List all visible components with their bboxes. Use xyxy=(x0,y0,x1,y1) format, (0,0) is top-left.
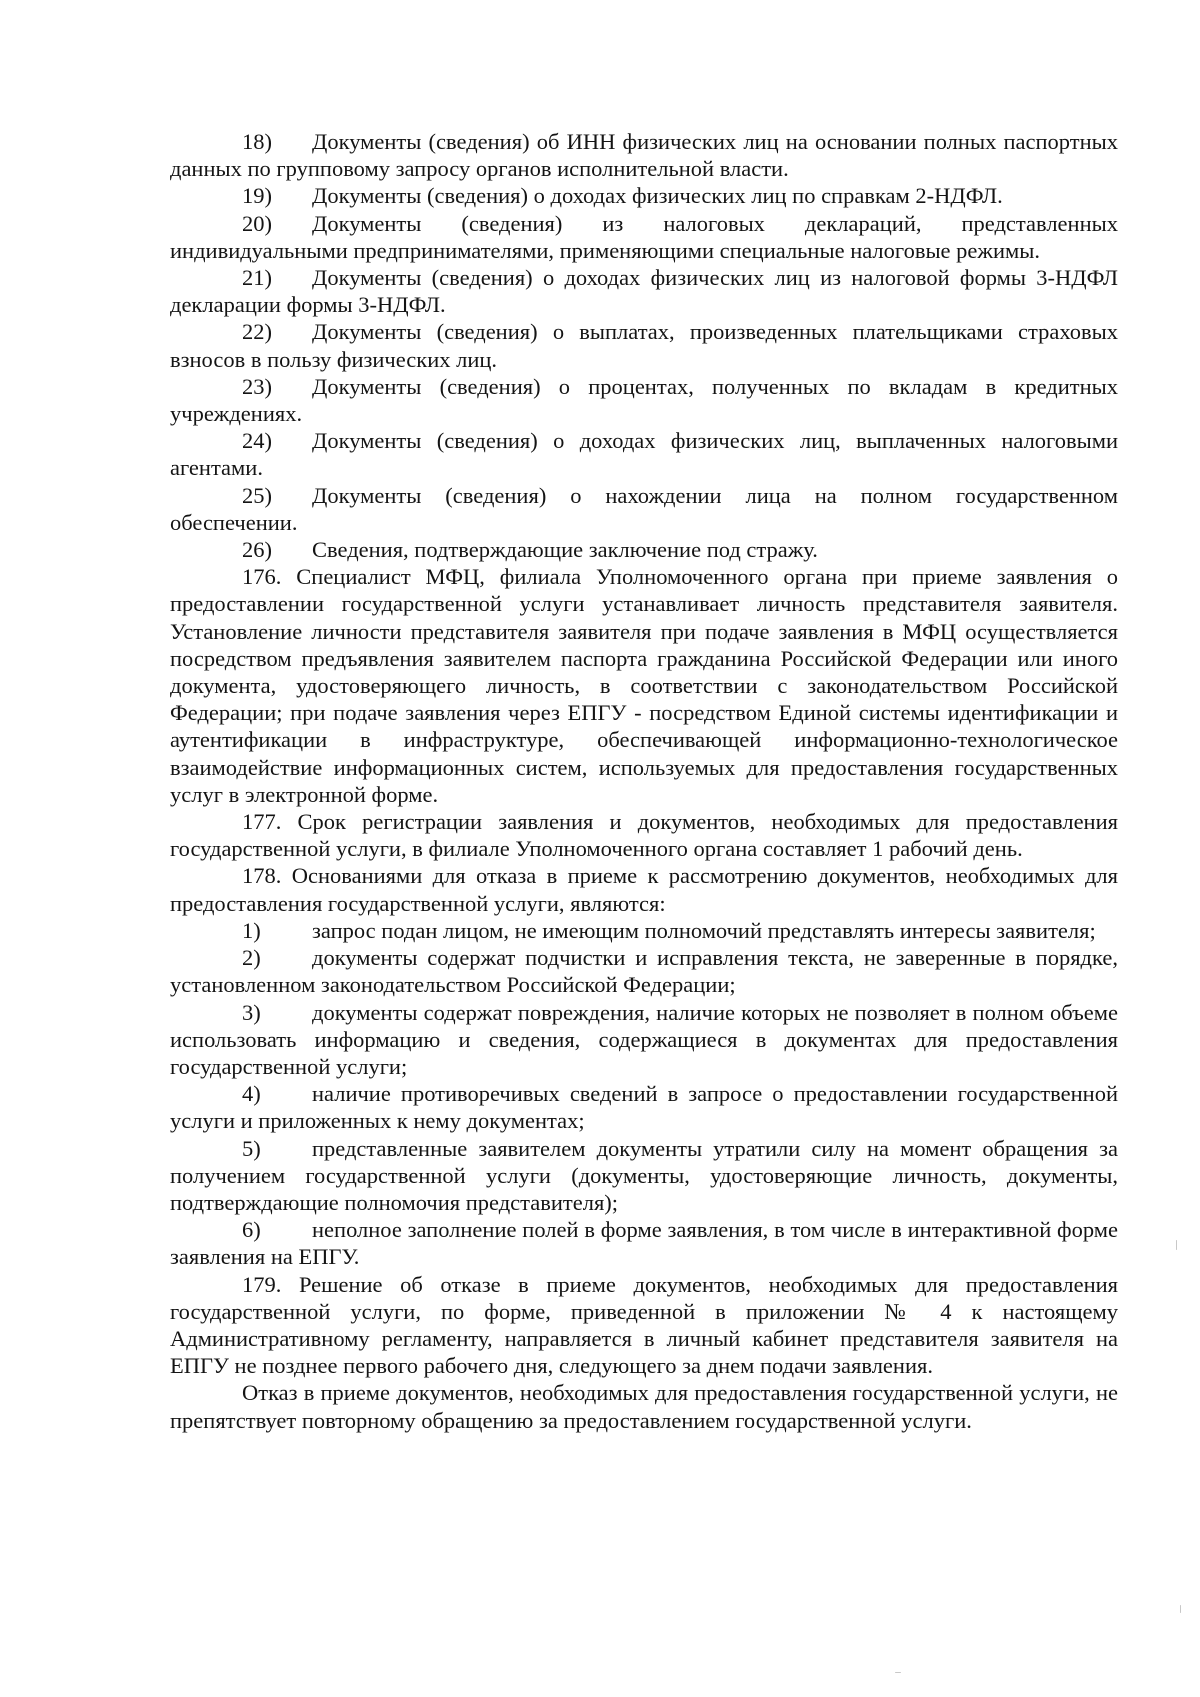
item-number: 3) xyxy=(242,999,261,1025)
item-number: 1) xyxy=(242,917,261,943)
item-text: Документы (сведения) о доходах физических лиц по справкам 2-НДФЛ. xyxy=(312,183,1003,209)
scan-speck xyxy=(895,1672,901,1673)
item-number: 4) xyxy=(242,1081,261,1107)
scan-speck xyxy=(1176,1240,1177,1250)
item-number: 2) xyxy=(242,945,261,971)
item-text: Документы (сведения) об ИНН физических лиц на основании полных паспортных данных по групповому запросу органов исполнительной власти. xyxy=(170,129,1118,182)
paragraph-179: 179. Решение об отказе в приеме документов, необходимых для предоставления государственной услуги, по форме, приведенной в приложении № 4 к настоящему Административному регламенту, направляется в личный кабинет представителя заявителя на ЕПГУ не позднее первого рабочего дня, следующего за днем подачи заявления. xyxy=(170,1271,1118,1379)
item-number: 18) xyxy=(242,129,272,154)
item-number: 25) xyxy=(242,482,272,508)
item-text: неполное заполнение полей в форме заявления, в том числе в интерактивной форме заявления на ЕПГУ. xyxy=(170,1217,1118,1270)
item-text: Документы (сведения) из налоговых деклараций, представленных индивидуальными предпринимателями, применяющими специальные налоговые режимы. xyxy=(170,210,1118,263)
item-number: 22) xyxy=(242,319,272,345)
item-number: 6) xyxy=(242,1217,261,1243)
list-item xyxy=(170,944,1118,998)
list-item xyxy=(170,128,1118,182)
item-number: 24) xyxy=(242,428,272,454)
item-text: документы содержат повреждения, наличие которых не позволяет в полном объеме использовать информацию и сведения, содержащиеся в документах для предоставления государственной услуги; xyxy=(170,999,1118,1079)
item-number: 19) xyxy=(242,183,272,209)
list-item xyxy=(170,1216,1118,1270)
item-text: документы содержат подчистки и исправления текста, не заверенные в порядке, установленном законодательством Российской Федерации; xyxy=(170,945,1118,998)
list-item xyxy=(170,373,1118,427)
item-number: 21) xyxy=(242,265,272,291)
item-text: Документы (сведения) о доходах физических лиц, выплаченных налоговыми агентами. xyxy=(170,428,1118,481)
item-number: 23) xyxy=(242,373,272,399)
paragraph-178: 178. Основаниями для отказа в приеме к рассмотрению документов, необходимых для предоставления государственной услуги, являются: xyxy=(170,863,1118,916)
list-item xyxy=(170,427,1118,481)
list-refusal-grounds xyxy=(170,917,1118,1271)
paragraph-refusal: Отказ в приеме документов, необходимых для предоставления государственной услуги, не препятствует повторному обращению за предоставлением государственной услуги. xyxy=(170,1380,1118,1433)
list-item xyxy=(170,318,1118,372)
list-item xyxy=(170,1135,1118,1217)
item-text: Документы (сведения) о процентах, полученных по вкладам в кредитных учреждениях. xyxy=(170,373,1118,427)
paragraph-177: 177. Срок регистрации заявления и документов, необходимых для предоставления государственной услуги, в филиале Уполномоченного органа составляет 1 рабочий день. xyxy=(170,809,1118,862)
scan-speck xyxy=(1180,1605,1181,1613)
item-text: Сведения, подтверждающие заключение под стражу. xyxy=(312,537,818,563)
list-item xyxy=(170,999,1118,1081)
item-text: Документы (сведения) о нахождении лица на полном государственном обеспечении. xyxy=(170,482,1118,535)
list-item xyxy=(170,210,1118,264)
list-documents-info xyxy=(170,128,1118,563)
list-item xyxy=(170,917,1118,944)
list-item xyxy=(170,182,1118,209)
item-text: наличие противоречивых сведений в запросе о предоставлении государственной услуги и приложенных к нему документах; xyxy=(170,1081,1118,1134)
list-item xyxy=(170,1080,1118,1134)
item-number: 26) xyxy=(242,537,272,563)
item-text: представленные заявителем документы утратили силу на момент обращения за получением государственной услуги (документы, удостоверяющие личность, документы, подтверждающие полномочия представителя); xyxy=(170,1135,1118,1215)
item-text: Документы (сведения) о выплатах, произведенных плательщиками страховых взносов в пользу физических лиц. xyxy=(170,319,1118,372)
item-number: 5) xyxy=(242,1135,261,1161)
list-item xyxy=(170,536,1118,563)
item-text: Документы (сведения) о доходах физических лиц из налоговой формы 3-НДФЛ декларации формы 3-НДФЛ. xyxy=(170,265,1118,318)
paragraph-176: 176. Специалист МФЦ, филиала Уполномоченного органа при приеме заявления о предоставлении государственной услуги устанавливает личность представителя заявителя. Установление личности представителя заявителя при подаче заявления в МФЦ осуществляется посредством предъявления заявителем паспорта гражданина Российской Федерации или иного документа, удостоверяющего личность, в соответствии с законодательством Российской Федерации; при подаче заявления через ЕПГУ - посредством Единой системы идентификации и аутентификации в инфраструктуре, обеспечивающей информационно-технологическое взаимодействие информационных систем, используемых для предоставления государственных услуг в электронной форме. xyxy=(170,564,1118,807)
item-number: 20) xyxy=(242,210,272,236)
list-item xyxy=(170,482,1118,536)
item-text: запрос подан лицом, не имеющим полномочий представлять интересы заявителя; xyxy=(312,917,1096,943)
list-item xyxy=(170,264,1118,318)
